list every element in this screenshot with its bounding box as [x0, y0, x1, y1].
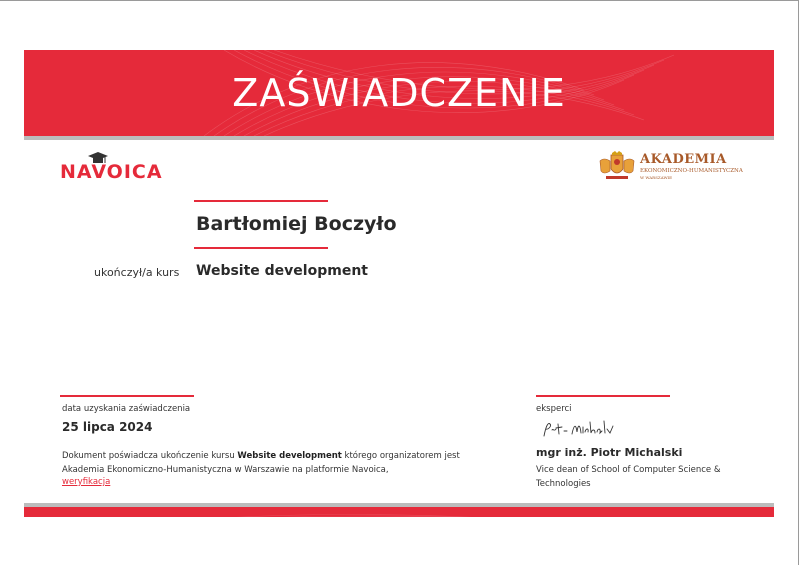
navoica-logo-text: NAVOICA	[60, 161, 163, 183]
akademia-logo	[598, 151, 758, 185]
description-suffix: którego organizatorem jest Akademia Ekonomiczno-Humanistyczna w Warszawie na platformie Navoica,	[62, 451, 460, 475]
date-label: data uzyskania zaświadczenia	[62, 404, 191, 414]
banner-divider	[24, 136, 774, 140]
expert-signature	[540, 418, 620, 440]
completed-label: ukończył/a kurs	[94, 266, 180, 279]
expert-rule	[536, 395, 670, 397]
footer-band	[24, 507, 774, 517]
date-rule	[60, 395, 194, 397]
navoica-logo	[60, 150, 170, 184]
expert-name: mgr inż. Piotr Michalski	[536, 446, 683, 459]
description-course: Website development	[237, 451, 342, 461]
course-title: Website development	[196, 263, 368, 279]
recipient-name: Bartłomiej Boczyło	[196, 213, 397, 235]
name-bottom-rule	[194, 247, 328, 249]
expert-label: eksperci	[536, 404, 572, 414]
certificate-title: ZAŚWIADCZENIE	[232, 71, 566, 115]
crest-icon	[598, 151, 636, 181]
title-banner	[24, 50, 774, 136]
verification-link[interactable]: weryfikacja	[62, 477, 111, 487]
footer-pattern	[24, 512, 774, 517]
expert-role: Vice dean of School of Computer Science & Technologies	[536, 465, 721, 489]
akademia-name: AKADEMIA	[640, 152, 727, 167]
issue-date: 25 lipca 2024	[62, 420, 153, 434]
certificate-description	[62, 449, 482, 477]
description-prefix: Dokument poświadcza ukończenie kursu	[62, 451, 238, 461]
name-top-rule	[194, 200, 328, 202]
akademia-city: W WARSZAWIE	[640, 175, 673, 180]
akademia-subtitle: EKONOMICZNO-HUMANISTYCZNA	[640, 168, 743, 174]
